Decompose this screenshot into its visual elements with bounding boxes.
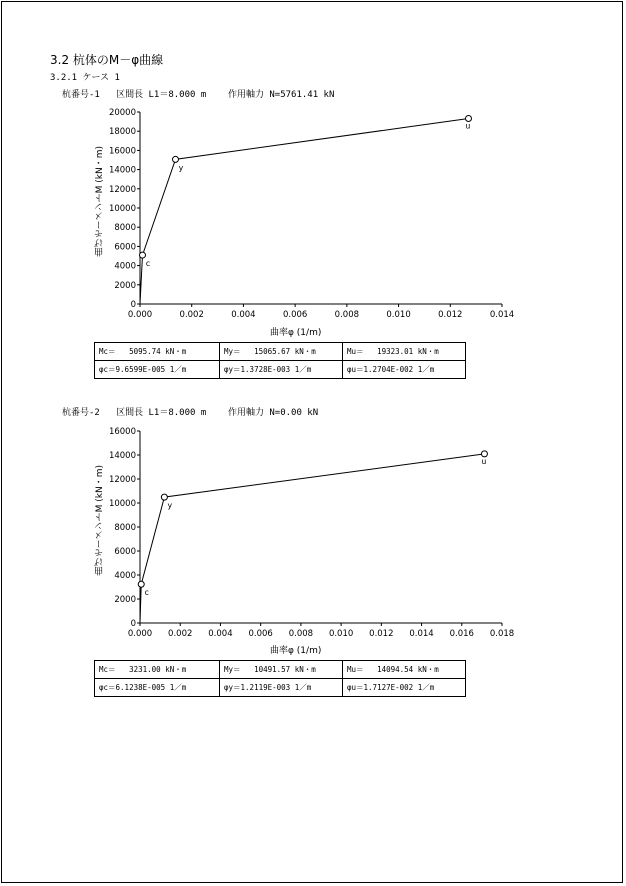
y-tick-label: 2000 <box>114 280 136 291</box>
point-label-c: c <box>144 588 150 598</box>
mu-value: Mu＝ 14094.54 kN・m <box>343 661 466 679</box>
table-row <box>95 679 466 697</box>
x-tick-label: 0.008 <box>334 310 360 320</box>
mu-value: Mu＝ 19323.01 kN・m <box>343 343 466 361</box>
x-tick-label: 0.006 <box>248 629 273 639</box>
y-tick-label: 16000 <box>108 146 136 157</box>
phiu-value: φu＝1.2704E-002 1／m <box>343 361 466 379</box>
chart-2-caption: 杭番号-2 区間長 L1＝8.000 m 作用軸力 N=0.00 kN <box>62 408 319 418</box>
chart-1-xlabel: 曲率φ (1/m) <box>270 328 322 338</box>
x-tick-label: 0.012 <box>369 629 394 639</box>
y-tick-label: 18000 <box>108 127 136 138</box>
point-label-y: y <box>167 501 173 511</box>
y-tick-label: 0 <box>130 619 136 629</box>
y-tick-label: 14000 <box>108 165 136 176</box>
x-tick-label: 0.014 <box>409 629 434 639</box>
y-tick-label: 12000 <box>108 475 136 485</box>
y-tick-label: 10000 <box>108 499 136 509</box>
phiy-value: φy＝1.2119E-003 1／m <box>220 679 343 697</box>
phiu-value: φu＝1.7127E-002 1／m <box>343 679 466 697</box>
x-tick-label: 0.004 <box>208 629 233 639</box>
x-tick-label: 0.008 <box>288 629 314 639</box>
x-tick-label: 0.010 <box>328 629 354 639</box>
my-value: My＝ 15065.67 kN・m <box>220 343 343 361</box>
subsection-heading: 3.2.1 ケース 1 <box>50 73 120 83</box>
chart-2-summary-table <box>94 660 466 697</box>
y-tick-label: 0 <box>130 300 136 310</box>
x-tick-label: 0.002 <box>168 629 193 639</box>
y-tick-label: 20000 <box>108 108 136 118</box>
series-line <box>140 454 487 623</box>
x-tick-label: 0.016 <box>449 629 474 639</box>
y-tick-label: 14000 <box>108 451 136 461</box>
y-tick-label: 6000 <box>114 242 136 253</box>
point-label-u: u <box>465 121 471 131</box>
x-tick-label: 0.014 <box>489 310 515 320</box>
x-tick-label: 0.006 <box>282 310 308 320</box>
y-tick-label: 16000 <box>108 427 136 437</box>
x-tick-label: 0.000 <box>127 310 153 320</box>
x-tick-label: 0.012 <box>438 310 463 320</box>
chart-2-ylabel: 曲げモーメントM (kN・m) <box>95 465 105 576</box>
mc-value: Mc＝ 5095.74 kN・m <box>95 343 220 361</box>
mc-value: Mc＝ 3231.00 kN・m <box>95 661 220 679</box>
point-label-c: c <box>145 259 151 269</box>
point-label-y: y <box>178 163 184 173</box>
y-tick-label: 2000 <box>114 595 136 605</box>
phic-value: φc＝6.1238E-005 1／m <box>95 679 220 697</box>
y-tick-label: 8000 <box>114 223 136 234</box>
table-row <box>95 661 466 679</box>
chart-2-xlabel: 曲率φ (1/m) <box>270 646 322 656</box>
y-tick-label: 4000 <box>114 261 136 272</box>
x-tick-label: 0.002 <box>179 310 204 320</box>
y-tick-label: 6000 <box>114 547 136 557</box>
x-tick-label: 0.004 <box>231 310 256 320</box>
x-tick-label: 0.000 <box>127 629 153 639</box>
chart-1-caption: 杭番号-1 区間長 L1＝8.000 m 作用軸力 N=5761.41 kN <box>62 90 335 100</box>
chart-1-ylabel: 曲げモーメントM (kN・m) <box>95 146 105 257</box>
phiy-value: φy＝1.3728E-003 1／m <box>220 361 343 379</box>
y-tick-label: 12000 <box>108 184 136 195</box>
y-tick-label: 10000 <box>108 204 136 214</box>
section-heading: 3.2 杭体のM－φ曲線 <box>50 53 164 67</box>
point-marker-y <box>161 494 167 500</box>
point-label-u: u <box>481 456 487 466</box>
my-value: My＝ 10491.57 kN・m <box>220 661 343 679</box>
phic-value: φc＝9.6599E-005 1／m <box>95 361 220 379</box>
y-tick-label: 4000 <box>114 571 136 581</box>
point-marker-c <box>138 581 144 587</box>
y-tick-label: 8000 <box>114 523 136 533</box>
x-tick-label: 0.018 <box>489 629 515 639</box>
x-tick-label: 0.010 <box>386 310 411 320</box>
